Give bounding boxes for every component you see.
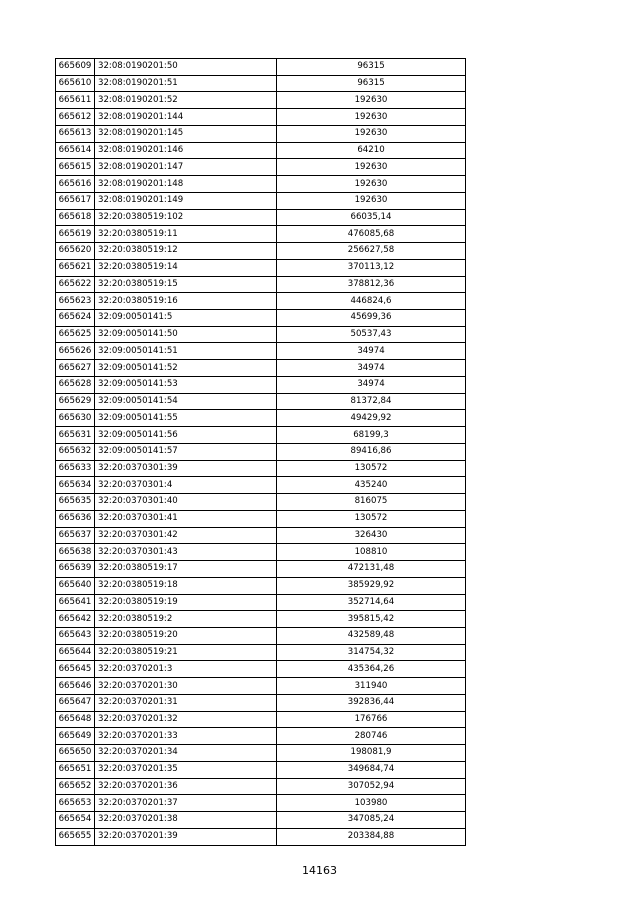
row-number-cell: 665643 [56, 627, 95, 644]
table-row [56, 443, 466, 460]
table-row [56, 75, 466, 92]
cadastral-number-cell: 32:08:0190201:149 [95, 192, 277, 209]
table-row [56, 728, 466, 745]
value-cell: 50537,43 [277, 326, 466, 343]
cadastral-number-cell: 32:20:0370201:32 [95, 711, 277, 728]
table-row [56, 310, 466, 327]
table-row [56, 243, 466, 260]
value-cell: 307052,94 [277, 778, 466, 795]
row-number-cell: 665654 [56, 812, 95, 829]
row-number-cell: 665611 [56, 92, 95, 109]
value-cell: 130572 [277, 460, 466, 477]
row-number-cell: 665625 [56, 326, 95, 343]
row-number-cell: 665623 [56, 293, 95, 310]
table-row [56, 360, 466, 377]
cadastral-number-cell: 32:20:0380519:11 [95, 226, 277, 243]
value-cell: 103980 [277, 795, 466, 812]
value-cell: 435364,26 [277, 661, 466, 678]
row-number-cell: 665635 [56, 494, 95, 511]
cadastral-number-cell: 32:20:0370301:42 [95, 527, 277, 544]
table-row [56, 611, 466, 628]
value-cell: 256627,58 [277, 243, 466, 260]
row-number-cell: 665650 [56, 745, 95, 762]
cadastral-number-cell: 32:09:0050141:51 [95, 343, 277, 360]
cadastral-number-cell: 32:09:0050141:5 [95, 310, 277, 327]
value-cell: 347085,24 [277, 812, 466, 829]
row-number-cell: 665619 [56, 226, 95, 243]
cadastral-number-cell: 32:20:0380519:18 [95, 577, 277, 594]
value-cell: 198081,9 [277, 745, 466, 762]
table-row [56, 376, 466, 393]
table-row [56, 527, 466, 544]
cadastral-number-cell: 32:08:0190201:147 [95, 159, 277, 176]
cadastral-number-cell: 32:20:0380519:17 [95, 561, 277, 578]
row-number-cell: 665631 [56, 427, 95, 444]
value-cell: 435240 [277, 477, 466, 494]
cadastral-number-cell: 32:20:0380519:19 [95, 594, 277, 611]
cadastral-number-cell: 32:08:0190201:50 [95, 59, 277, 76]
cadastral-number-cell: 32:09:0050141:54 [95, 393, 277, 410]
data-table [55, 58, 466, 846]
value-cell: 49429,92 [277, 410, 466, 427]
row-number-cell: 665648 [56, 711, 95, 728]
table-row [56, 59, 466, 76]
value-cell: 192630 [277, 176, 466, 193]
value-cell: 349684,74 [277, 761, 466, 778]
row-number-cell: 665642 [56, 611, 95, 628]
table-row [56, 761, 466, 778]
table-row [56, 795, 466, 812]
table-row [56, 176, 466, 193]
value-cell: 395815,42 [277, 611, 466, 628]
value-cell: 81372,84 [277, 393, 466, 410]
cadastral-number-cell: 32:20:0370201:38 [95, 812, 277, 829]
row-number-cell: 665637 [56, 527, 95, 544]
value-cell: 816075 [277, 494, 466, 511]
value-cell: 385929,92 [277, 577, 466, 594]
cadastral-number-cell: 32:20:0370301:41 [95, 510, 277, 527]
table-row [56, 142, 466, 159]
row-number-cell: 665636 [56, 510, 95, 527]
table-row [56, 812, 466, 829]
cadastral-number-cell: 32:08:0190201:146 [95, 142, 277, 159]
table-row [56, 326, 466, 343]
table-row [56, 594, 466, 611]
row-number-cell: 665609 [56, 59, 95, 76]
value-cell: 280746 [277, 728, 466, 745]
row-number-cell: 665638 [56, 544, 95, 561]
cadastral-number-cell: 32:20:0380519:12 [95, 243, 277, 260]
row-number-cell: 665621 [56, 259, 95, 276]
value-cell: 192630 [277, 109, 466, 126]
cadastral-number-cell: 32:20:0380519:102 [95, 209, 277, 226]
cadastral-number-cell: 32:08:0190201:145 [95, 125, 277, 142]
value-cell: 192630 [277, 159, 466, 176]
cadastral-number-cell: 32:09:0050141:55 [95, 410, 277, 427]
table-row [56, 276, 466, 293]
row-number-cell: 665615 [56, 159, 95, 176]
value-cell: 34974 [277, 376, 466, 393]
value-cell: 96315 [277, 75, 466, 92]
table-row [56, 778, 466, 795]
row-number-cell: 665647 [56, 694, 95, 711]
value-cell: 45699,36 [277, 310, 466, 327]
cadastral-number-cell: 32:09:0050141:50 [95, 326, 277, 343]
table-row [56, 644, 466, 661]
table-row [56, 125, 466, 142]
table-row [56, 343, 466, 360]
cadastral-number-cell: 32:20:0370201:30 [95, 678, 277, 695]
table-row [56, 745, 466, 762]
row-number-cell: 665627 [56, 360, 95, 377]
row-number-cell: 665624 [56, 310, 95, 327]
table-row [56, 627, 466, 644]
row-number-cell: 665617 [56, 192, 95, 209]
page-number: 14163 [302, 864, 337, 877]
row-number-cell: 665645 [56, 661, 95, 678]
value-cell: 108810 [277, 544, 466, 561]
cadastral-number-cell: 32:09:0050141:53 [95, 376, 277, 393]
value-cell: 446824,6 [277, 293, 466, 310]
row-number-cell: 665649 [56, 728, 95, 745]
cadastral-number-cell: 32:09:0050141:57 [95, 443, 277, 460]
cadastral-number-cell: 32:20:0370201:31 [95, 694, 277, 711]
row-number-cell: 665622 [56, 276, 95, 293]
table-row [56, 192, 466, 209]
table-row [56, 561, 466, 578]
table-row [56, 694, 466, 711]
row-number-cell: 665651 [56, 761, 95, 778]
table-row [56, 544, 466, 561]
cadastral-number-cell: 32:09:0050141:52 [95, 360, 277, 377]
cadastral-number-cell: 32:20:0370201:36 [95, 778, 277, 795]
table-row [56, 159, 466, 176]
table-row [56, 293, 466, 310]
cadastral-number-cell: 32:20:0370201:37 [95, 795, 277, 812]
value-cell: 34974 [277, 343, 466, 360]
row-number-cell: 665626 [56, 343, 95, 360]
table-row [56, 494, 466, 511]
cadastral-number-cell: 32:20:0370201:33 [95, 728, 277, 745]
row-number-cell: 665644 [56, 644, 95, 661]
cadastral-number-cell: 32:20:0380519:21 [95, 644, 277, 661]
row-number-cell: 665646 [56, 678, 95, 695]
table-row [56, 711, 466, 728]
row-number-cell: 665616 [56, 176, 95, 193]
row-number-cell: 665634 [56, 477, 95, 494]
row-number-cell: 665628 [56, 376, 95, 393]
cadastral-number-cell: 32:20:0370301:39 [95, 460, 277, 477]
cadastral-number-cell: 32:20:0370201:3 [95, 661, 277, 678]
value-cell: 192630 [277, 125, 466, 142]
value-cell: 311940 [277, 678, 466, 695]
row-number-cell: 665632 [56, 443, 95, 460]
row-number-cell: 665653 [56, 795, 95, 812]
table-row [56, 259, 466, 276]
value-cell: 192630 [277, 192, 466, 209]
row-number-cell: 665639 [56, 561, 95, 578]
table-row [56, 109, 466, 126]
row-number-cell: 665612 [56, 109, 95, 126]
value-cell: 176766 [277, 711, 466, 728]
value-cell: 314754,32 [277, 644, 466, 661]
row-number-cell: 665629 [56, 393, 95, 410]
value-cell: 68199,3 [277, 427, 466, 444]
value-cell: 392836,44 [277, 694, 466, 711]
cadastral-number-cell: 32:20:0370201:34 [95, 745, 277, 762]
table-row [56, 393, 466, 410]
row-number-cell: 665610 [56, 75, 95, 92]
table-row [56, 226, 466, 243]
value-cell: 96315 [277, 59, 466, 76]
table-row [56, 209, 466, 226]
row-number-cell: 665614 [56, 142, 95, 159]
cadastral-number-cell: 32:20:0370201:35 [95, 761, 277, 778]
row-number-cell: 665641 [56, 594, 95, 611]
table-row [56, 427, 466, 444]
value-cell: 432589,48 [277, 627, 466, 644]
cadastral-number-cell: 32:08:0190201:148 [95, 176, 277, 193]
value-cell: 34974 [277, 360, 466, 377]
value-cell: 89416,86 [277, 443, 466, 460]
row-number-cell: 665655 [56, 828, 95, 845]
cadastral-number-cell: 32:08:0190201:51 [95, 75, 277, 92]
row-number-cell: 665620 [56, 243, 95, 260]
value-cell: 130572 [277, 510, 466, 527]
value-cell: 64210 [277, 142, 466, 159]
table-row [56, 410, 466, 427]
cadastral-number-cell: 32:20:0380519:14 [95, 259, 277, 276]
table-row [56, 92, 466, 109]
cadastral-number-cell: 32:08:0190201:52 [95, 92, 277, 109]
table-row [56, 510, 466, 527]
value-cell: 192630 [277, 92, 466, 109]
table-row [56, 577, 466, 594]
value-cell: 66035,14 [277, 209, 466, 226]
table-row [56, 678, 466, 695]
cadastral-number-cell: 32:20:0370301:43 [95, 544, 277, 561]
cadastral-number-cell: 32:09:0050141:56 [95, 427, 277, 444]
value-cell: 476085,68 [277, 226, 466, 243]
row-number-cell: 665640 [56, 577, 95, 594]
cadastral-number-cell: 32:08:0190201:144 [95, 109, 277, 126]
cadastral-number-cell: 32:20:0370301:4 [95, 477, 277, 494]
value-cell: 370113,12 [277, 259, 466, 276]
table-row [56, 477, 466, 494]
cadastral-number-cell: 32:20:0370201:39 [95, 828, 277, 845]
value-cell: 472131,48 [277, 561, 466, 578]
value-cell: 352714,64 [277, 594, 466, 611]
row-number-cell: 665630 [56, 410, 95, 427]
cadastral-number-cell: 32:20:0380519:16 [95, 293, 277, 310]
cadastral-number-cell: 32:20:0370301:40 [95, 494, 277, 511]
cadastral-number-cell: 32:20:0380519:15 [95, 276, 277, 293]
value-cell: 326430 [277, 527, 466, 544]
row-number-cell: 665618 [56, 209, 95, 226]
table-row [56, 828, 466, 845]
table-row [56, 460, 466, 477]
row-number-cell: 665633 [56, 460, 95, 477]
value-cell: 378812,36 [277, 276, 466, 293]
row-number-cell: 665652 [56, 778, 95, 795]
value-cell: 203384,88 [277, 828, 466, 845]
table-row [56, 661, 466, 678]
cadastral-number-cell: 32:20:0380519:20 [95, 627, 277, 644]
row-number-cell: 665613 [56, 125, 95, 142]
table-body [56, 59, 466, 846]
cadastral-number-cell: 32:20:0380519:2 [95, 611, 277, 628]
